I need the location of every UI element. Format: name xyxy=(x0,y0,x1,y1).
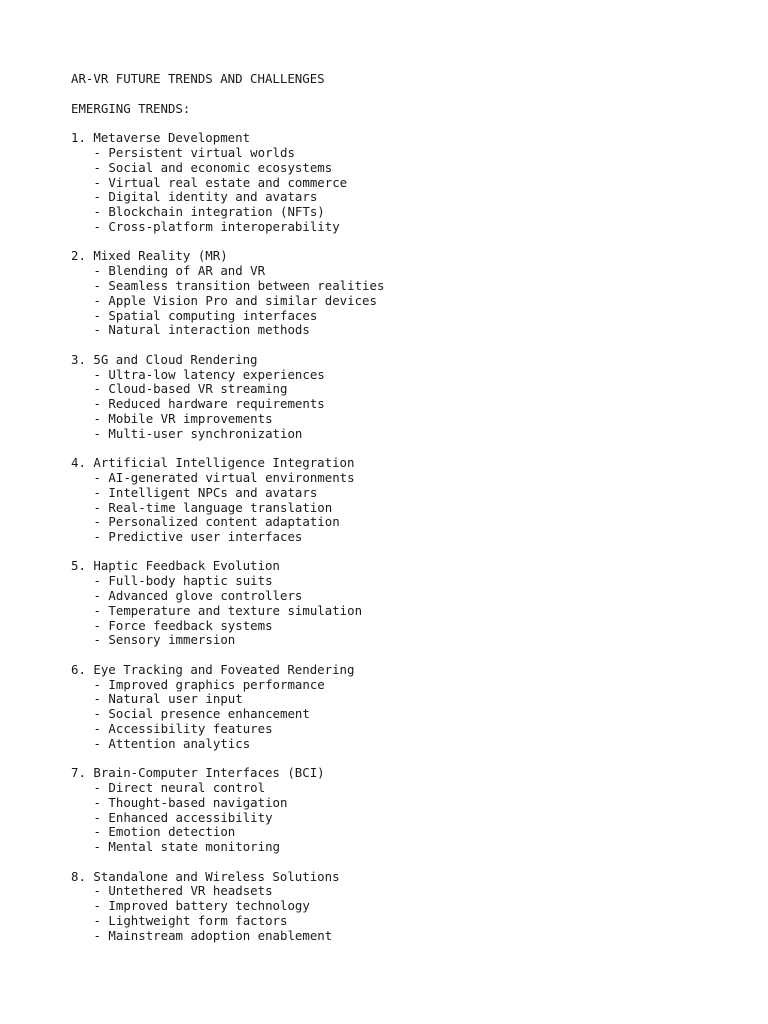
trend-section xyxy=(71,766,751,855)
trend-heading: 7. Brain-Computer Interfaces (BCI) xyxy=(71,765,325,781)
trend-bullet-item: - Cross-platform interoperability xyxy=(93,218,340,234)
trend-section xyxy=(71,663,751,752)
trend-bullet-item: - Spatial computing interfaces xyxy=(93,307,318,323)
trend-bullet-item: - Direct neural control xyxy=(93,780,266,796)
document-title: AR-VR FUTURE TRENDS AND CHALLENGES xyxy=(71,71,325,86)
trend-bullet-item: - Force feedback systems xyxy=(93,617,273,633)
trend-bullet-item: - Blockchain integration (NFTs) xyxy=(93,204,325,220)
trend-bullet-item: - Thought-based navigation xyxy=(93,794,288,810)
trend-bullet-item: - Real-time language translation xyxy=(93,499,333,515)
trend-heading: 6. Eye Tracking and Foveated Rendering xyxy=(71,661,355,677)
spacer xyxy=(71,855,751,870)
trend-bullet-item: - Multi-user synchronization xyxy=(93,425,303,441)
trend-heading: 5. Haptic Feedback Evolution xyxy=(71,558,280,574)
trend-bullet-item: - Social presence enhancement xyxy=(93,706,310,722)
trend-bullet-item: - Natural user input xyxy=(93,691,243,707)
trend-bullet-item: - Accessibility features xyxy=(93,721,273,737)
spacer xyxy=(71,545,751,560)
spacer xyxy=(71,752,751,767)
trend-bullet-item: - Improved battery technology xyxy=(93,898,310,914)
trend-bullet-item: - Mainstream adoption enablement xyxy=(93,927,333,943)
trend-bullet-item: - Attention analytics xyxy=(93,735,251,751)
trend-bullet-item: - Improved graphics performance xyxy=(93,676,325,692)
trend-heading: 1. Metaverse Development xyxy=(71,130,251,146)
spacer xyxy=(71,442,751,457)
document-page xyxy=(71,72,751,944)
trend-bullet-item: - Sensory immersion xyxy=(93,632,236,648)
trend-bullet-item: - Digital identity and avatars xyxy=(93,189,318,205)
spacer xyxy=(71,338,751,353)
trend-bullet-item: - Emotion detection xyxy=(93,824,236,840)
trend-bullet-item: - Enhanced accessibility xyxy=(93,809,273,825)
trend-bullet-item: - Reduced hardware requirements xyxy=(93,396,325,412)
trend-section xyxy=(71,353,751,442)
trends-list xyxy=(71,131,751,943)
section-heading: EMERGING TRENDS: xyxy=(71,100,191,116)
trend-bullet-item: - Social and economic ecosystems xyxy=(93,159,333,175)
trend-bullet-item: - Temperature and texture simulation xyxy=(93,602,363,618)
trend-bullet-item: - Mental state monitoring xyxy=(93,839,280,855)
spacer xyxy=(71,648,751,663)
trend-bullet-item: - AI-generated virtual environments xyxy=(93,469,355,485)
trend-bullet-item: - Blending of AR and VR xyxy=(93,263,266,279)
trend-section xyxy=(71,870,751,944)
trend-section xyxy=(71,559,751,648)
trend-bullet-item: - Persistent virtual worlds xyxy=(93,144,295,160)
trend-bullet-item: - Full-body haptic suits xyxy=(93,573,273,589)
trend-heading: 2. Mixed Reality (MR) xyxy=(71,248,228,264)
spacer xyxy=(71,87,751,102)
trend-heading: 8. Standalone and Wireless Solutions xyxy=(71,868,340,884)
trend-bullet-item: - Predictive user interfaces xyxy=(93,529,303,545)
trend-heading: 4. Artificial Intelligence Integration xyxy=(71,455,355,471)
trend-section xyxy=(71,249,751,338)
trend-bullet-item: - Personalized content adaptation xyxy=(93,514,340,530)
trend-bullet-item: - Cloud-based VR streaming xyxy=(93,381,288,397)
spacer xyxy=(71,116,751,131)
trend-bullet-item: - Ultra-low latency experiences xyxy=(93,366,325,382)
trend-bullet-item: - Mobile VR improvements xyxy=(93,410,273,426)
trend-bullet-item: - Advanced glove controllers xyxy=(93,588,303,604)
trend-section xyxy=(71,131,751,235)
trend-bullet-item: - Natural interaction methods xyxy=(93,322,310,338)
trend-heading: 3. 5G and Cloud Rendering xyxy=(71,351,258,367)
trend-section xyxy=(71,456,751,545)
trend-bullet-item: - Untethered VR headsets xyxy=(93,883,273,899)
trend-bullet-item: - Virtual real estate and commerce xyxy=(93,174,348,190)
trend-bullet-item: - Seamless transition between realities xyxy=(93,277,385,293)
spacer xyxy=(71,235,751,250)
trend-bullet-item: - Lightweight form factors xyxy=(93,913,288,928)
trend-bullet-item: - Intelligent NPCs and avatars xyxy=(93,484,318,500)
trend-bullet-item: - Apple Vision Pro and similar devices xyxy=(93,292,377,308)
